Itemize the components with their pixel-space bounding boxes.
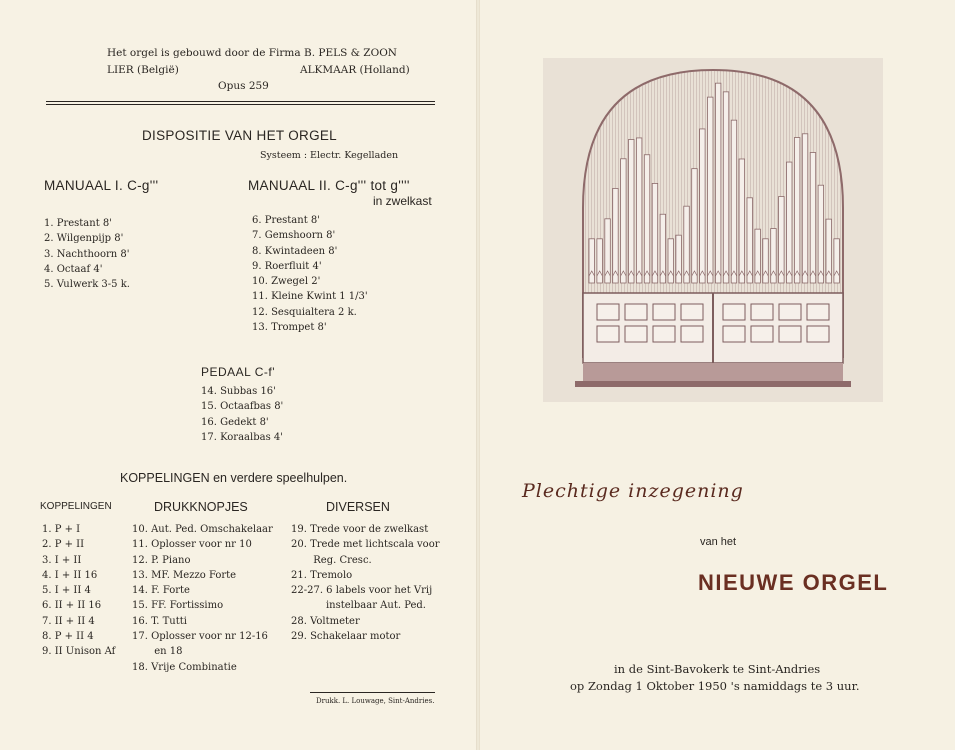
drukknopjes-heading: DRUKKNOPJES [154,500,248,514]
list-item: instelbaar Aut. Ped. [291,600,426,612]
list-item: 4. I + II 16 [42,569,98,581]
list-item: 22-27. 6 labels voor het Vrij [291,585,433,597]
system-line: Systeem : Electr. Kegelladen [260,150,399,161]
organ-pipe [826,219,832,283]
pedal-heading: PEDAAL C-f' [201,365,276,379]
organ-pipe [715,83,721,283]
builder-place-lier: LIER (België) [107,64,179,76]
diversen-heading: DIVERSEN [326,500,390,514]
builder-place-alkmaar: ALKMAAR (Holland) [300,64,410,76]
organ-pipe [834,239,840,283]
organ-pipe [652,183,658,283]
organ-pipe [676,235,682,283]
organ-pipe [731,120,737,283]
list-item: 15. FF. Fortissimo [132,600,224,612]
list-item: 13. Trompet 8' [252,322,327,334]
organ-pipe [787,162,793,283]
organ-pipe [692,169,698,283]
organ-image-icon [543,58,883,402]
organ-pipe [779,196,785,283]
organ-pipe [613,188,619,283]
list-item: 2. P + II [42,539,85,551]
main-title: NIEUWE ORGEL [698,570,889,595]
organ-pipe [810,153,816,283]
list-item: 13. MF. Mezzo Forte [132,569,237,581]
manual1-stop-list [44,216,130,292]
list-item: 21. Tremolo [291,569,353,581]
list-item: 9. II Unison Af [42,646,116,658]
pedal-stop-list [201,384,283,445]
organ-pipe [597,239,603,283]
manual1-heading: MANUAAL I. C-g''' [44,178,159,193]
list-item: 7. II + II 4 [42,615,95,627]
right-page [480,0,955,750]
organ-pipe [668,239,674,283]
organ-pipe [621,159,627,283]
van-het-label: van het [700,536,737,548]
page-title: DISPOSITIE VAN HET ORGEL [142,128,337,143]
list-item: 8. P + II 4 [42,631,94,643]
list-item: 18. Vrije Combinatie [132,661,237,673]
organ-pipe [723,92,729,283]
koppelingen-heading: KOPPELINGEN [40,501,112,512]
organ-pipe [605,219,611,283]
organ-pipe [818,185,824,283]
place-line: in de Sint-Bavokerk te Sint-Andries [614,662,821,676]
script-title: Plechtige inzegening [522,480,744,502]
list-item: 9. Roerfluit 4' [252,260,322,272]
organ-pipe [747,198,753,283]
list-item: 10. Zwegel 2' [252,276,321,288]
organ-pipe [708,97,714,283]
list-item: 16. T. Tutti [132,615,187,627]
list-item: 11. Oplosser voor nr 10 [132,539,252,551]
list-item: 3. I + II [42,554,82,566]
organ-pipe [644,155,650,283]
left-page [0,0,476,750]
organ-pipe [589,239,595,283]
printer-rule [310,692,435,693]
list-item: 12. P. Piano [132,554,191,566]
list-item: 28. Voltmeter [291,615,360,627]
printer-credit: Drukk. L. Louwage, Sint-Andries. [316,697,435,705]
list-item: 17. Oplosser voor nr 12-16 [132,631,268,643]
organ-pipe [802,134,808,283]
organ-pipe [700,129,706,283]
list-item: 16. Gedekt 8' [201,416,269,428]
organ-pipe [636,138,642,283]
list-item: 6. Prestant 8' [252,215,321,226]
builder-line: Het orgel is gebouwd door de Firma B. PELS & ZOON [107,47,397,59]
list-item: 20. Trede met lichtscala voor [291,539,440,551]
list-item: 3. Nachthoorn 8' [44,248,130,260]
list-item: 19. Trede voor de zwelkast [291,524,429,535]
organ-pipe [629,139,635,283]
diversen-list [291,522,440,644]
list-item: 5. I + II 4 [42,585,91,597]
list-item: 11. Kleine Kwint 1 1/3' [252,291,368,303]
list-item: 14. F. Forte [132,585,190,597]
list-item: en 18 [132,646,183,658]
koppelingen-list [42,522,115,660]
list-item: 8. Kwintadeen 8' [252,245,338,257]
list-item: 4. Octaaf 4' [44,263,103,275]
double-rule-top [46,101,435,102]
list-item: 6. II + II 16 [42,600,102,612]
list-item: 12. Sesquialtera 2 k. [252,306,357,318]
manual2-heading-sub: in zwelkast [373,194,432,208]
organ-pipe [660,214,666,283]
list-item: 17. Koraalbas 4' [201,431,283,443]
list-item: 15. Octaafbas 8' [201,401,284,413]
organ-pipe [794,138,800,283]
list-item: 2. Wilgenpijp 8' [44,233,124,245]
list-item: 14. Subbas 16' [201,386,276,397]
list-item: 1. P + I [42,524,81,535]
list-item: Reg. Cresc. [291,554,372,566]
list-item: 7. Gemshoorn 8' [252,230,336,242]
organ-illustration [543,58,883,402]
drukknopjes-list [132,522,273,675]
list-item: 29. Schakelaar motor [291,631,401,643]
organ-pipe [763,239,769,283]
list-item: 1. Prestant 8' [44,218,113,229]
date-line: op Zondag 1 Oktober 1950 's namiddags te 3 uur. [570,679,860,693]
couplings-title: KOPPELINGEN en verdere speelhulpen. [120,471,348,485]
list-item: 5. Vulwerk 3-5 k. [44,279,130,291]
organ-pipe [739,159,745,283]
manual2-stop-list [252,213,368,335]
manual2-heading: MANUAAL II. C-g''' tot g'''' [248,178,410,193]
double-rule-bottom [46,104,435,105]
list-item: 10. Aut. Ped. Omschakelaar [132,524,273,535]
opus-number: Opus 259 [218,80,269,92]
